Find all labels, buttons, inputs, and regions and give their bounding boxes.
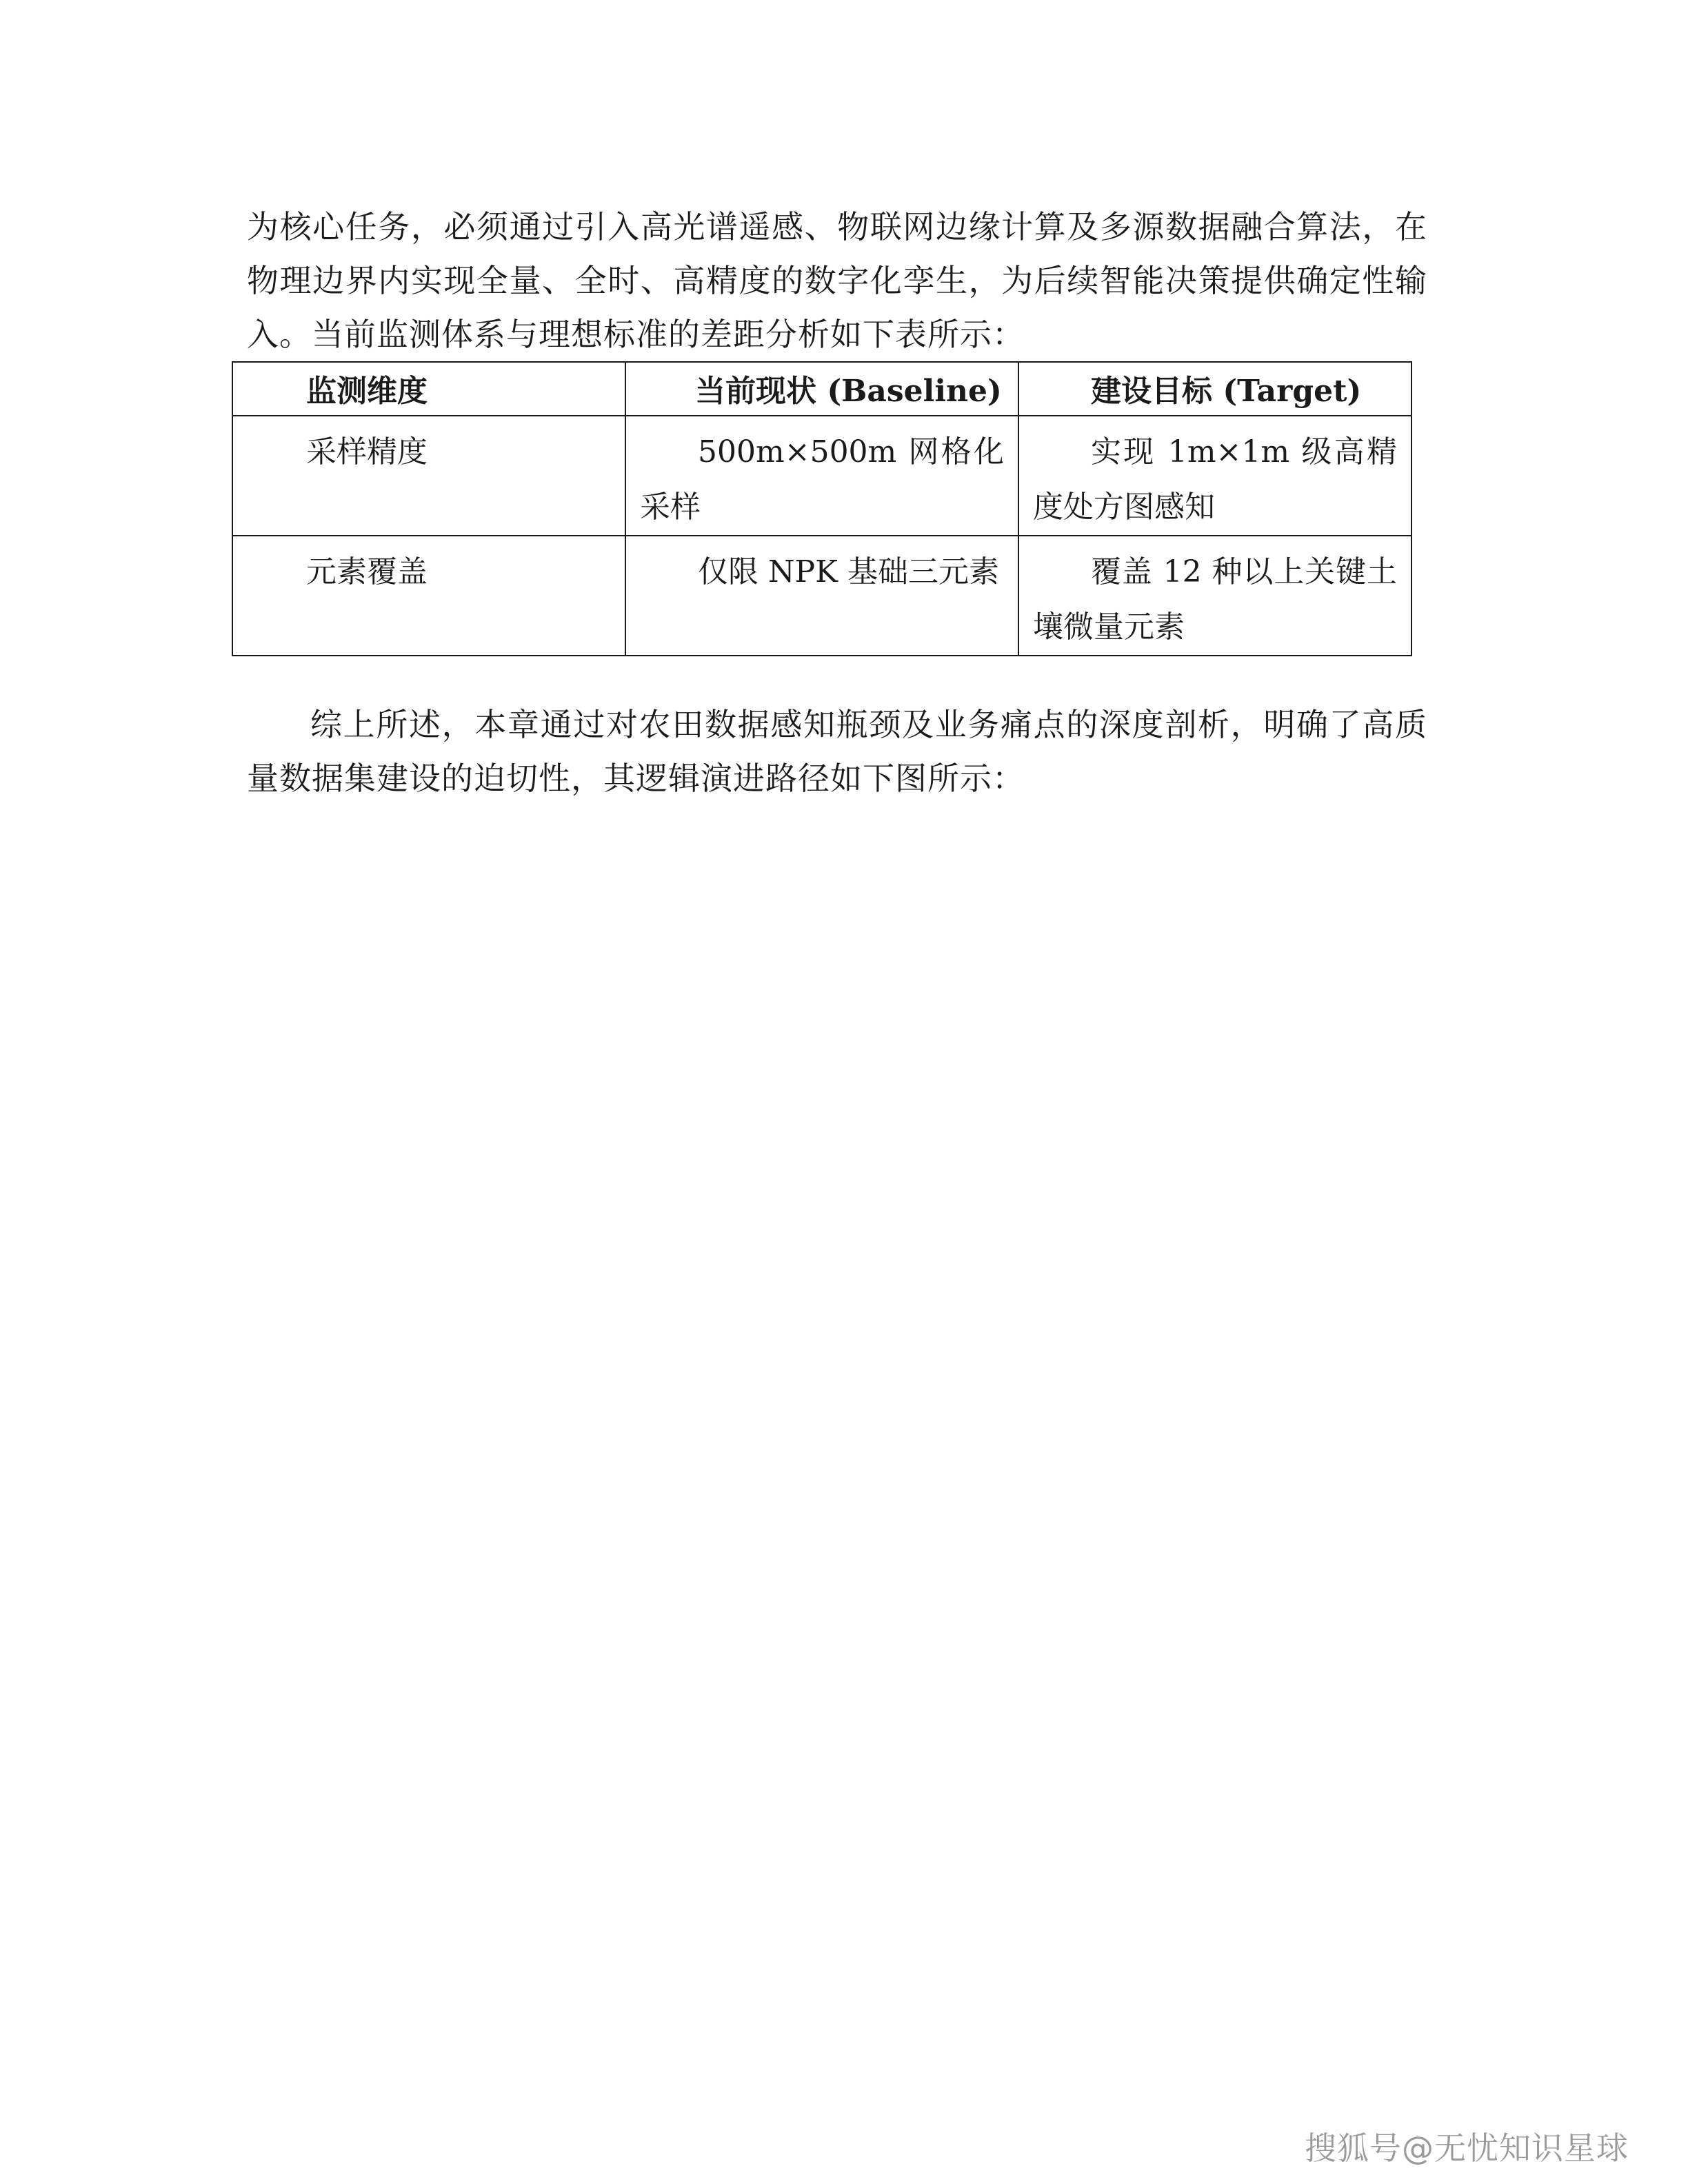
- cell-dimension: 元素覆盖: [232, 536, 625, 656]
- table-header-row: [232, 362, 1411, 416]
- table-row: [232, 536, 1411, 656]
- gap-analysis-table: [232, 361, 1412, 656]
- header-baseline: 当前现状 (Baseline): [625, 362, 1018, 416]
- summary-paragraph: 综上所述，本章通过对农田数据感知瓶颈及业务痛点的深度剖析，明确了高质量数据集建设的迫切性，其逻辑演进路径如下图所示：: [247, 706, 1427, 797]
- cell-baseline: 仅限 NPK 基础三元素: [625, 536, 1018, 656]
- watermark-footer: 搜狐号@无忧知识星球: [1305, 2130, 1629, 2167]
- cell-baseline: 500m×500m 网格化采样: [625, 416, 1018, 536]
- cell-target: 覆盖 12 种以上关键土壤微量元素: [1018, 536, 1411, 656]
- cell-target: 实现 1m×1m 级高精度处方图感知: [1018, 416, 1411, 536]
- intro-paragraph: 为核心任务，必须通过引入高光谱遥感、物联网边缘计算及多源数据融合算法，在物理边界内实现全量、全时、高精度的数字化孪生，为后续智能决策提供确定性输入。当前监测体系与理想标准的差距分析如下表所示：: [247, 208, 1427, 353]
- cell-dimension: 采样精度: [232, 416, 625, 536]
- header-target: 建设目标 (Target): [1018, 362, 1411, 416]
- header-dimension: 监测维度: [232, 362, 625, 416]
- table-row: [232, 416, 1411, 536]
